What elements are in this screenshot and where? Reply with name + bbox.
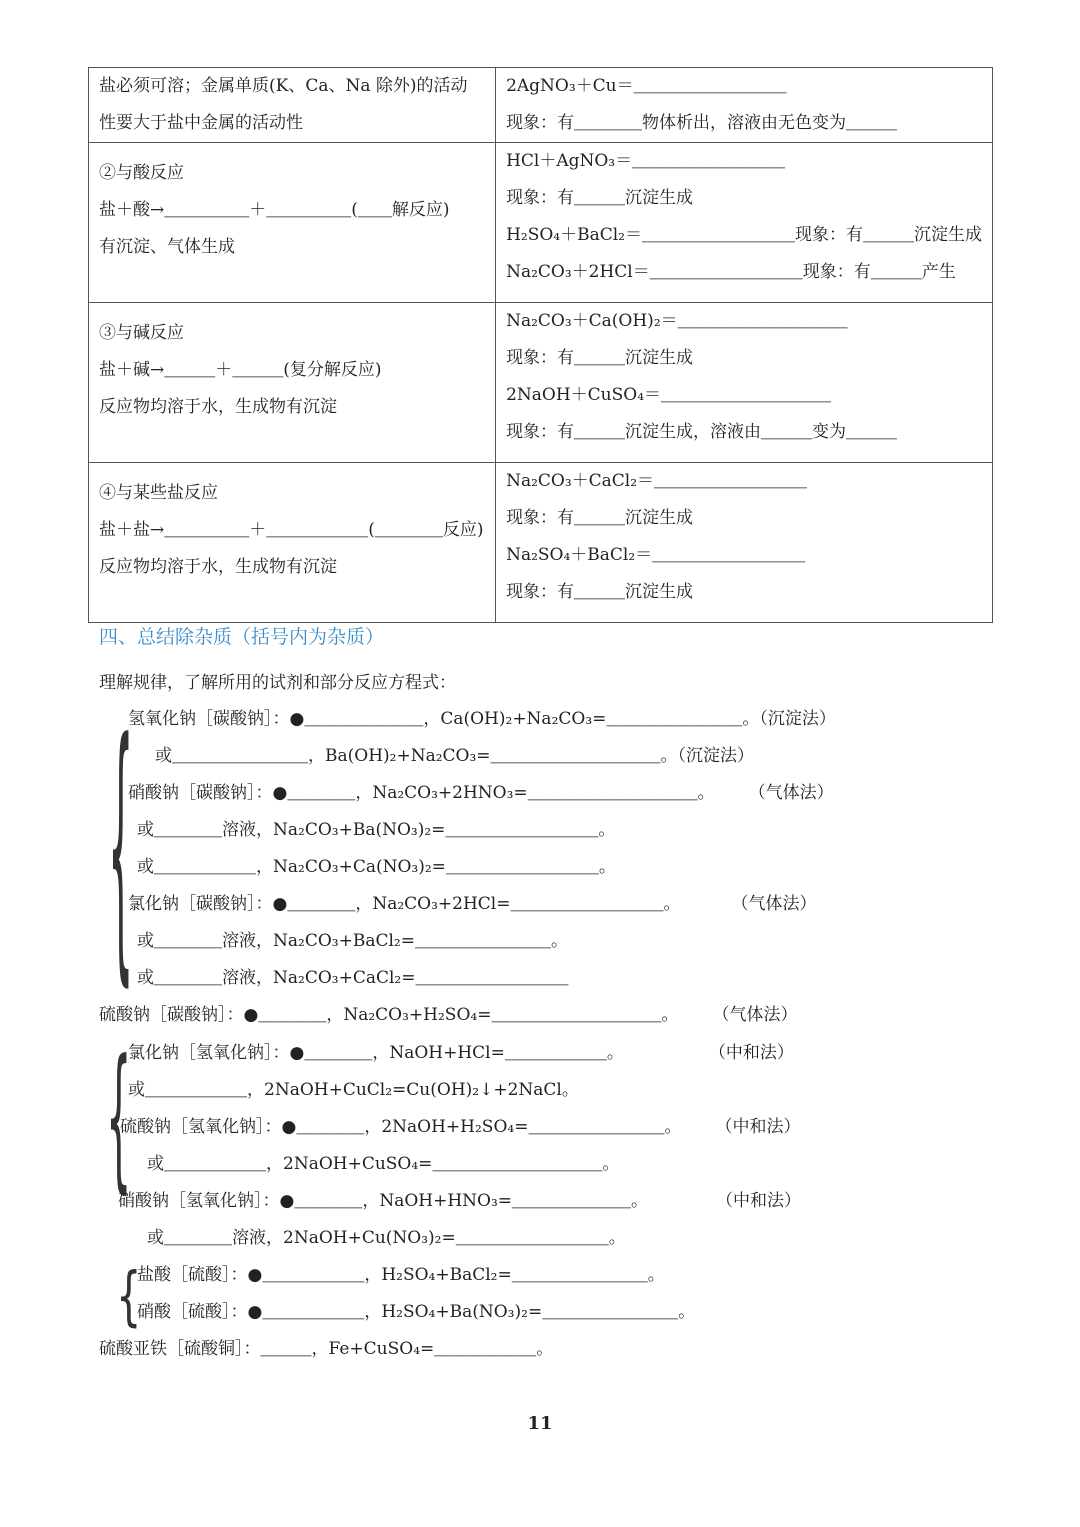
table-row [89,68,993,143]
reaction-formula: 盐＋盐→＿＿＿＿＿＋＿＿＿＿＿＿(＿＿＿＿反应) [99,520,484,540]
phenomenon-line: 现象：有＿＿＿沉淀生成 [506,508,694,528]
brace-icon: { [106,1030,132,1210]
condition-line: 性要大于盐中金属的活动性 [99,113,303,133]
impurity-line: 硫酸钠［碳酸钠］：●＿＿＿＿，Na₂CO₃+H₂SO₄=＿＿＿＿＿＿＿＿＿＿。 （气体法） [99,1005,798,1025]
impurity-line: 或＿＿＿＿＿＿，Na₂CO₃+Ca(NO₃)₂=＿＿＿＿＿＿＿＿＿。 [137,857,616,877]
reaction-formula: 盐＋碱→＿＿＿＋＿＿＿(复分解反应) [99,360,382,380]
equation-line: Na₂CO₃＋2HCl＝＿＿＿＿＿＿＿＿＿现象：有＿＿＿产生 [506,262,956,282]
reaction-heading: ②与酸反应 [99,163,184,183]
reaction-condition: 反应物均溶于水，生成物有沉淀 [99,557,337,577]
impurity-line: 或＿＿＿＿溶液，Na₂CO₃+CaCl₂=＿＿＿＿＿＿＿＿＿ [137,968,569,988]
equation-line: 2AgNO₃＋Cu＝＿＿＿＿＿＿＿＿＿ [506,76,787,96]
brace-icon: { [108,691,134,1013]
table-row [89,463,993,623]
example-cell [496,463,993,623]
intro-text: 理解规律，了解所用的试剂和部分反应方程式： [99,673,456,693]
phenomenon-line: 现象：有＿＿＿沉淀生成 [506,582,694,602]
impurity-line: 氯化钠［氢氧化钠］：●＿＿＿＿，NaOH+HCl=＿＿＿＿＿＿。 （中和法） [128,1043,794,1063]
equation-line: Na₂SO₄＋BaCl₂＝＿＿＿＿＿＿＿＿＿ [506,545,806,565]
impurity-line: 或＿＿＿＿＿＿，2NaOH+CuSO₄=＿＿＿＿＿＿＿＿＿＿。 [147,1154,620,1174]
phenomenon-line: 现象：有＿＿＿沉淀生成 [506,348,694,368]
impurity-line: 硫酸亚铁［硫酸铜］：＿＿＿，Fe+CuSO₄=＿＿＿＿＿＿。 [99,1339,554,1359]
impurity-line: 硝酸钠［碳酸钠］：●＿＿＿＿，Na₂CO₃+2HNO₃=＿＿＿＿＿＿＿＿＿＿。 （气体法） [128,783,834,803]
condition-cell [89,143,496,303]
impurity-line: 氯化钠［碳酸钠］：●＿＿＿＿，Na₂CO₃+2HCl=＿＿＿＿＿＿＿＿＿。 （气体法） [128,894,817,914]
impurity-line: 或＿＿＿＿＿＿＿＿，Ba(OH)₂+Na₂CO₃=＿＿＿＿＿＿＿＿＿＿。（沉淀法） [155,746,755,766]
phenomenon-line: 现象：有＿＿＿沉淀生成 [506,188,694,208]
reaction-condition: 反应物均溶于水，生成物有沉淀 [99,397,337,417]
example-cell [496,303,993,463]
reaction-heading: ③与碱反应 [99,323,184,343]
table-row [89,303,993,463]
equation-line: Na₂CO₃＋CaCl₂＝＿＿＿＿＿＿＿＿＿ [506,471,808,491]
impurity-line: 盐酸［硫酸］：●＿＿＿＿＿＿，H₂SO₄+BaCl₂=＿＿＿＿＿＿＿＿。 [137,1265,665,1285]
example-cell [496,68,993,143]
equation-line: H₂SO₄＋BaCl₂＝＿＿＿＿＿＿＿＿＿现象：有＿＿＿沉淀生成 [506,225,982,245]
reaction-heading: ④与某些盐反应 [99,483,218,503]
impurity-line: 或＿＿＿＿＿＿，2NaOH+CuCl₂=Cu(OH)₂↓+2NaCl。 [128,1080,579,1100]
reaction-condition: 有沉淀、气体生成 [99,237,235,257]
impurity-line: 硝酸钠［氢氧化钠］：●＿＿＿＿，NaOH+HNO₃=＿＿＿＿＿＿＿。 （中和法） [118,1191,802,1211]
reaction-formula: 盐＋酸→＿＿＿＿＿＋＿＿＿＿＿(＿＿解反应) [99,200,450,220]
condition-cell [89,68,496,143]
impurity-line: 氢氧化钠［碳酸钠］：●＿＿＿＿＿＿＿，Ca(OH)₂+Na₂CO₃=＿＿＿＿＿＿＿＿。（沉淀法） [128,709,836,729]
phenomenon-line: 现象：有＿＿＿＿物体析出，溶液由无色变为＿＿＿ [506,113,898,133]
condition-cell [89,463,496,623]
impurity-line: 或＿＿＿＿溶液，Na₂CO₃+BaCl₂=＿＿＿＿＿＿＿＿。 [137,931,568,951]
impurity-line: 或＿＿＿＿溶液，Na₂CO₃+Ba(NO₃)₂=＿＿＿＿＿＿＿＿＿。 [137,820,616,840]
brace-icon: { [116,1260,142,1334]
impurity-line: 硫酸钠［氢氧化钠］：●＿＿＿＿，2NaOH+H₂SO₄=＿＿＿＿＿＿＿＿。 （中和法） [120,1117,801,1137]
reaction-table [88,67,993,623]
page-number: 11 [527,1413,553,1434]
condition-line: 盐必须可溶；金属单质(K、Ca、Na 除外)的活动 [99,76,468,96]
phenomenon-line: 现象：有＿＿＿沉淀生成，溶液由＿＿＿变为＿＿＿ [506,422,898,442]
condition-cell [89,303,496,463]
section-heading: 四、总结除杂质（括号内为杂质） [99,626,385,648]
impurity-line: 硝酸［硫酸］：●＿＿＿＿＿＿，H₂SO₄+Ba(NO₃)₂=＿＿＿＿＿＿＿＿。 [137,1302,696,1322]
equation-line: Na₂CO₃＋Ca(OH)₂＝＿＿＿＿＿＿＿＿＿＿ [506,311,848,331]
equation-line: HCl＋AgNO₃＝＿＿＿＿＿＿＿＿＿ [506,151,786,171]
equation-line: 2NaOH＋CuSO₄＝＿＿＿＿＿＿＿＿＿＿ [506,385,832,405]
impurity-line: 或＿＿＿＿溶液，2NaOH+Cu(NO₃)₂=＿＿＿＿＿＿＿＿＿。 [147,1228,626,1248]
table-row [89,143,993,303]
example-cell [496,143,993,303]
